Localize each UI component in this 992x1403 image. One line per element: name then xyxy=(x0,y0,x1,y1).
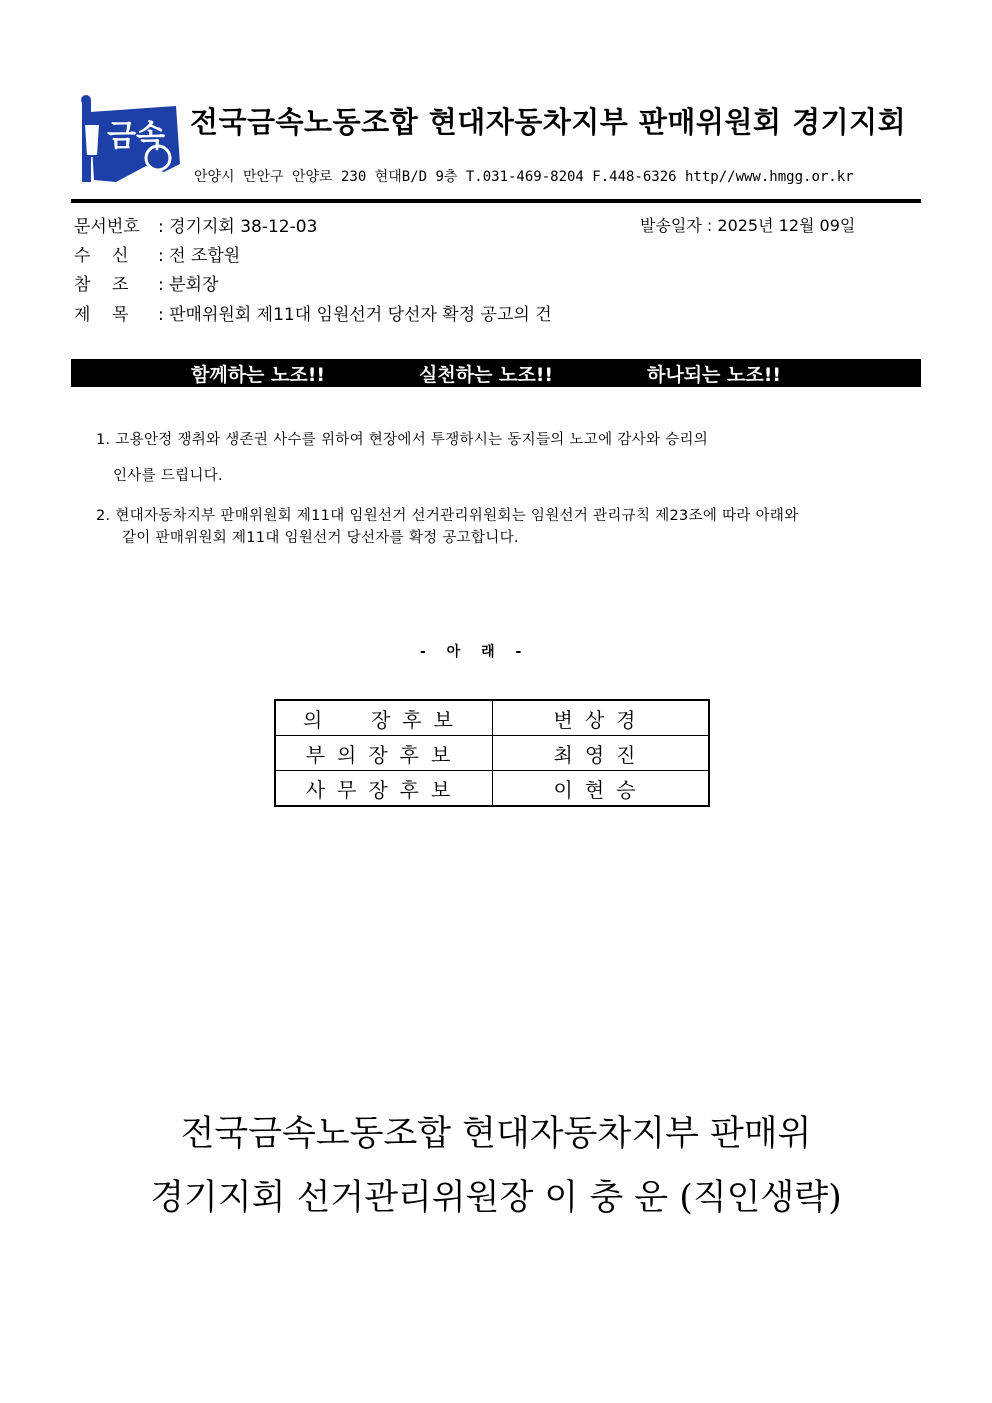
recipient-value: : 전 조합원 xyxy=(158,246,241,266)
signature-line-1: 전국금속노동조합 현대자동차지부 판매위 xyxy=(180,1114,812,1154)
paragraph-2-line-2: 같이 판매위원회 제11대 임원선거 당선자를 확정 공고합니다. xyxy=(122,530,519,546)
name-cell: 변상경 xyxy=(493,700,710,736)
slogan-2: 실천하는 노조!! xyxy=(419,364,554,386)
paragraph-2-line-1: 2. 현대자동차지부 판매위원회 제11대 임원선거 선거관리위원회는 임원선거 관리규칙 제23조에 따라 아래와 xyxy=(96,508,799,524)
organization-title: 전국금속노동조합 현대자동차지부 판매위원회 경기지회 xyxy=(190,105,907,139)
slogan-1: 함께하는 노조!! xyxy=(191,364,326,386)
position-cell: 부의장후보 xyxy=(275,736,493,771)
reference-row xyxy=(74,270,218,295)
send-date: 발송일자 : 2025년 12월 09일 xyxy=(640,216,856,235)
elected-candidates-table xyxy=(274,699,710,807)
name-cell: 이현승 xyxy=(493,771,710,807)
below-heading: - 아 래 - xyxy=(420,644,530,660)
signature-line-2: 경기지회 선거관리위원장 이 충 운 (직인생략) xyxy=(150,1178,842,1218)
recipient-row xyxy=(74,241,240,266)
recipient-label: 수 신 xyxy=(74,246,129,266)
union-logo xyxy=(76,94,184,186)
subject-label: 제 목 xyxy=(74,305,129,325)
table-row xyxy=(275,771,709,807)
table-row xyxy=(275,700,709,736)
subject-value: : 판매위원회 제11대 임원선거 당선자 확정 공고의 건 xyxy=(158,305,552,325)
logo-text: 금속 xyxy=(107,119,165,154)
subject-row xyxy=(74,300,552,325)
paragraph-1-line-1: 1. 고용안정 쟁취와 생존권 사수를 위하여 현장에서 투쟁하시는 동지들의 노고에 감사와 승리의 xyxy=(96,432,709,448)
reference-label: 참 조 xyxy=(74,275,129,295)
name-cell: 최영진 xyxy=(493,736,710,771)
table-row xyxy=(275,736,709,771)
slogan-bar xyxy=(71,359,921,387)
paragraph-1-line-2: 인사를 드립니다. xyxy=(113,468,223,484)
doc-number-row xyxy=(74,212,317,237)
position-cell: 의 장후보 xyxy=(275,700,493,736)
header-divider xyxy=(71,199,921,203)
doc-number-label: 문서번호 xyxy=(74,217,140,237)
doc-number-value: : 경기지회 38-12-03 xyxy=(158,217,318,237)
organization-address: 안양시 만안구 안양로 230 현대B/D 9층 T.031-469-8204 F.448-6326 http//www.hmgg.or.kr xyxy=(194,169,854,185)
slogan-3: 하나되는 노조!! xyxy=(647,364,782,386)
position-cell: 사무장후보 xyxy=(275,771,493,807)
reference-value: : 분회장 xyxy=(158,275,219,295)
